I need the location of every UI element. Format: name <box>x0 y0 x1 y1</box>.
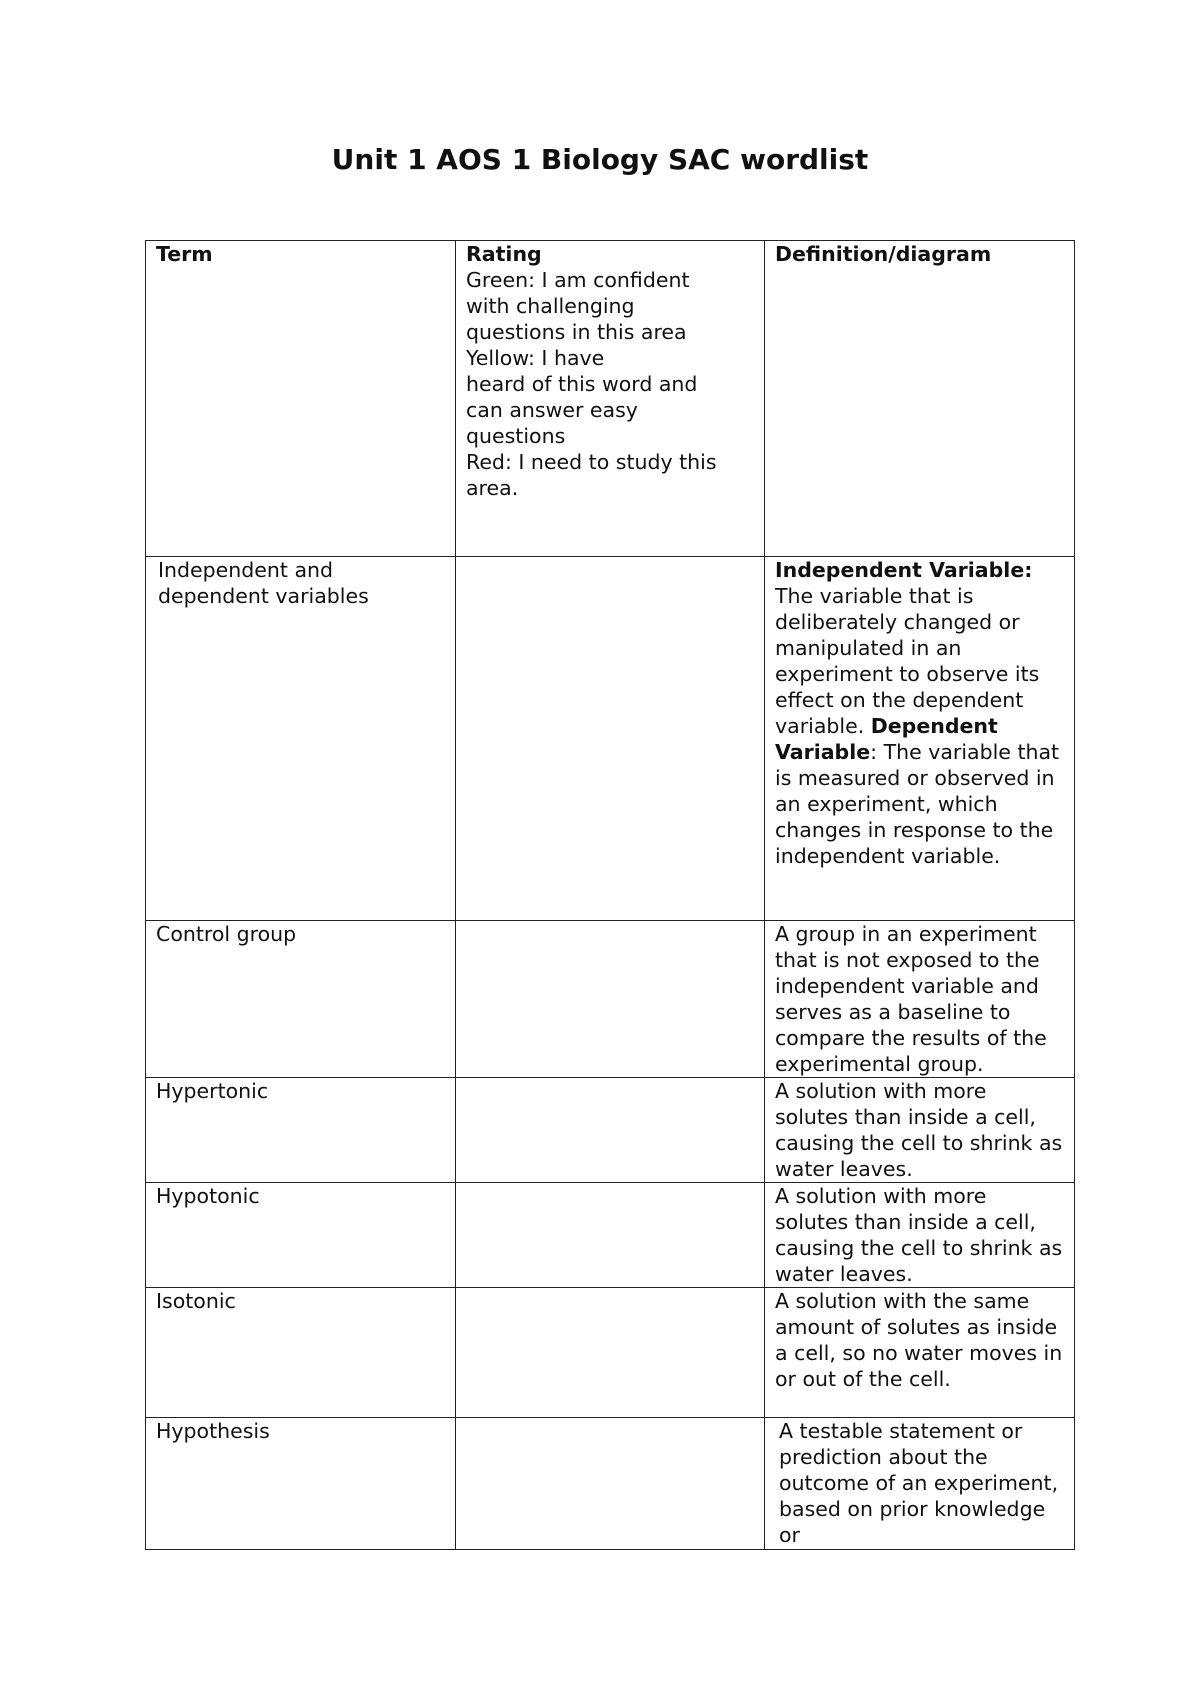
rating-guide-line: Red: I need to study this <box>466 450 717 474</box>
term-text: Hypothesis <box>156 1419 270 1443</box>
definition-text: A testable statement or prediction about the outcome of an experiment, based on prior knowledge or <box>779 1419 1059 1547</box>
definition-cell <box>765 1288 1075 1418</box>
header-cell-term <box>146 241 456 557</box>
table-row <box>146 1078 1075 1183</box>
definition-cell <box>765 1078 1075 1183</box>
definition-cell <box>765 557 1075 921</box>
rating-cell[interactable] <box>456 921 765 1078</box>
definition-bold-term: Dependent Variable <box>775 714 998 764</box>
term-text: Independent and dependent variables <box>158 558 369 608</box>
term-cell <box>146 1418 456 1550</box>
table-header-row <box>146 241 1075 557</box>
term-cell <box>146 1183 456 1288</box>
definition-text: : The variable that is measured or observed in an experiment, which changes in response to the independent variable. <box>775 740 1060 868</box>
definition-text: The variable that is deliberately changed or manipulated in an experiment to observe its effect on the dependent variable. <box>775 584 1040 738</box>
rating-guide-line: questions in this area <box>466 320 687 344</box>
term-text: Hypertonic <box>156 1079 269 1103</box>
definition-cell <box>765 1183 1075 1288</box>
term-cell <box>146 1078 456 1183</box>
term-cell <box>146 921 456 1078</box>
rating-guide-line: questions <box>466 424 566 448</box>
wordlist-table <box>145 240 1075 1550</box>
header-cell-definition <box>765 241 1075 557</box>
term-cell <box>146 557 456 921</box>
definition-cell <box>765 921 1075 1078</box>
rating-guide-line: heard of this word and <box>466 372 698 396</box>
rating-cell[interactable] <box>456 1288 765 1418</box>
header-term-label: Term <box>156 242 213 266</box>
header-cell-rating <box>456 241 765 557</box>
header-rating-label: Rating <box>466 242 542 266</box>
definition-cell <box>765 1418 1075 1550</box>
rating-cell[interactable] <box>456 1183 765 1288</box>
rating-guide-line: Yellow: I have <box>466 346 605 370</box>
definition-text: A solution with more solutes than inside a cell, causing the cell to shrink as water leaves. <box>775 1079 1063 1181</box>
table-row <box>146 921 1075 1078</box>
definition-text: A solution with more solutes than inside a cell, causing the cell to shrink as water leaves. <box>775 1184 1063 1286</box>
table-row <box>146 1418 1075 1550</box>
header-definition-label: Definition/diagram <box>775 242 992 266</box>
rating-cell[interactable] <box>456 1078 765 1183</box>
page-title: Unit 1 AOS 1 Biology SAC wordlist <box>331 143 869 176</box>
definition-text: A group in an experiment that is not exposed to the independent variable and serves as a baseline to compare the results of the experimental group. <box>775 922 1047 1076</box>
term-text: Hypotonic <box>156 1184 260 1208</box>
term-cell <box>146 1288 456 1418</box>
definition-text: A solution with the same amount of solutes as inside a cell, so no water moves in or out of the cell. <box>775 1289 1063 1391</box>
table-row <box>146 1288 1075 1418</box>
rating-cell[interactable] <box>456 1418 765 1550</box>
term-text: Control group <box>156 922 297 946</box>
rating-guide-line: with challenging <box>466 294 635 318</box>
rating-guide-line: can answer easy <box>466 398 638 422</box>
definition-bold-term: Independent Variable: <box>775 558 1033 582</box>
rating-guide-line: Green: I am confident <box>466 268 690 292</box>
rating-guide-line: area. <box>466 476 519 500</box>
table-row <box>146 557 1075 921</box>
table-row <box>146 1183 1075 1288</box>
term-text: Isotonic <box>156 1289 236 1313</box>
rating-cell[interactable] <box>456 557 765 921</box>
